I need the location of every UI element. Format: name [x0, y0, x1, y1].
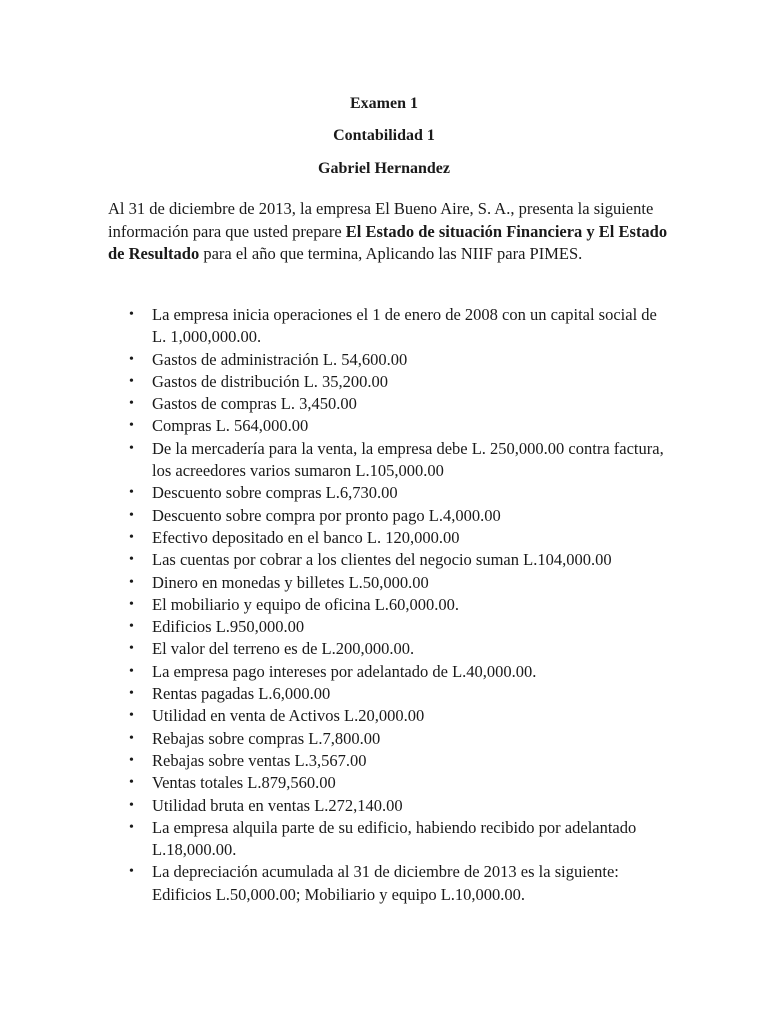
list-item-text: La empresa pago intereses por adelantado de L.40,000.00.: [152, 661, 537, 681]
list-item: [108, 371, 668, 393]
list-item: [108, 393, 668, 415]
bullet-icon: •: [129, 440, 134, 456]
list-item: [108, 549, 668, 571]
exam-title: Examen 1: [350, 95, 418, 112]
list-item: [108, 616, 668, 638]
bullet-icon: •: [129, 708, 134, 724]
list-item: [108, 572, 668, 594]
bullet-icon: •: [129, 596, 134, 612]
list-item: [108, 705, 668, 727]
list-item-text: Edificios L.950,000.00: [152, 617, 305, 637]
list-item: [108, 594, 668, 616]
list-item-text: La empresa alquila parte de su edificio, habiendo recibido por adelantado L.18,000.00.: [152, 817, 637, 860]
list-item-text: Rentas pagadas L.6,000.00: [152, 684, 331, 704]
list-item: [108, 661, 668, 683]
bullet-icon: •: [129, 351, 134, 367]
list-item: [108, 750, 668, 772]
list-item-text: Gastos de distribución L. 35,200.00: [152, 371, 389, 391]
list-item: [108, 728, 668, 750]
list-item-text: Ventas totales L.879,560.00: [152, 773, 336, 793]
bullet-icon: •: [129, 507, 134, 523]
bullet-icon: •: [129, 396, 134, 412]
bullet-icon: •: [129, 552, 134, 568]
list-item: [108, 861, 668, 906]
list-item: [108, 772, 668, 794]
author-name: Gabriel Hernandez: [318, 160, 450, 177]
list-item-text: De la mercadería para la venta, la empresa debe L. 250,000.00 contra factura, los acreedores varios sumaron L.105,000.00: [152, 438, 664, 481]
bullet-icon: •: [129, 641, 134, 657]
bullet-icon: •: [129, 418, 134, 434]
list-item-text: El valor del terreno es de L.200,000.00.: [152, 639, 415, 659]
list-item: [108, 527, 668, 549]
bullet-icon: •: [129, 752, 134, 768]
list-item-text: Utilidad bruta en ventas L.272,140.00: [152, 795, 403, 815]
list-item-text: El mobiliario y equipo de oficina L.60,000.00.: [152, 594, 460, 614]
list-item: [108, 817, 668, 862]
bullet-icon: •: [129, 485, 134, 501]
bullet-icon: •: [129, 730, 134, 746]
list-item: [108, 482, 668, 504]
list-item: [108, 438, 668, 483]
list-item-text: Descuento sobre compra por pronto pago L.4,000.00: [152, 505, 501, 525]
list-item: [108, 415, 668, 437]
bullet-icon: •: [129, 529, 134, 545]
course-title: Contabilidad 1: [333, 127, 435, 144]
list-item: [108, 638, 668, 660]
bullet-icon: •: [129, 797, 134, 813]
bullet-icon: •: [129, 819, 134, 835]
bullet-icon: •: [129, 775, 134, 791]
list-item-text: Dinero en monedas y billetes L.50,000.00: [152, 572, 429, 592]
intro-text-start: Al 31 de diciembre de 2013, la empresa El Bueno Aire, S. A., presenta la siguiente información para que usted prepare: [108, 199, 654, 241]
bullet-icon: •: [129, 373, 134, 389]
list-item-text: La empresa inicia operaciones el 1 de enero de 2008 con un capital social de L. 1,000,000.00.: [152, 305, 657, 347]
list-item: [108, 795, 668, 817]
list-item-text: Rebajas sobre compras L.7,800.00: [152, 728, 381, 748]
bullet-icon: •: [129, 663, 134, 679]
list-item-text: Gastos de administración L. 54,600.00: [152, 349, 408, 369]
data-list: [108, 304, 668, 906]
list-item-text: Compras L. 564,000.00: [152, 416, 309, 436]
intro-text-end: para el año que termina, Aplicando las NIIF para PIMES.: [199, 244, 583, 263]
intro-paragraph: [108, 198, 668, 266]
list-item: [108, 304, 668, 349]
list-item: [108, 349, 668, 371]
intro-bold-text: El Estado de situación Financiera y El Estado de Resultado: [108, 221, 668, 263]
list-item-text: Efectivo depositado en el banco L. 120,000.00: [152, 527, 460, 547]
bullet-icon: •: [129, 686, 134, 702]
bullet-icon: •: [129, 574, 134, 590]
list-item-text: Las cuentas por cobrar a los clientes del negocio suman L.104,000.00: [152, 550, 612, 570]
list-item-text: Descuento sobre compras L.6,730.00: [152, 483, 398, 503]
list-item-text: Utilidad en venta de Activos L.20,000.00: [152, 706, 425, 726]
bullet-icon: •: [129, 619, 134, 635]
list-item-text: La depreciación acumulada al 31 de diciembre de 2013 es la siguiente: Edificios L.50,000.00; Mobiliario y equipo L.10,000.00.: [152, 862, 619, 904]
list-item-text: Gastos de compras L. 3,450.00: [152, 394, 357, 414]
list-item: [108, 683, 668, 705]
bullet-icon: •: [129, 864, 134, 880]
bullet-icon: •: [129, 307, 134, 322]
list-item-text: Rebajas sobre ventas L.3,567.00: [152, 750, 367, 770]
list-item: [108, 505, 668, 527]
